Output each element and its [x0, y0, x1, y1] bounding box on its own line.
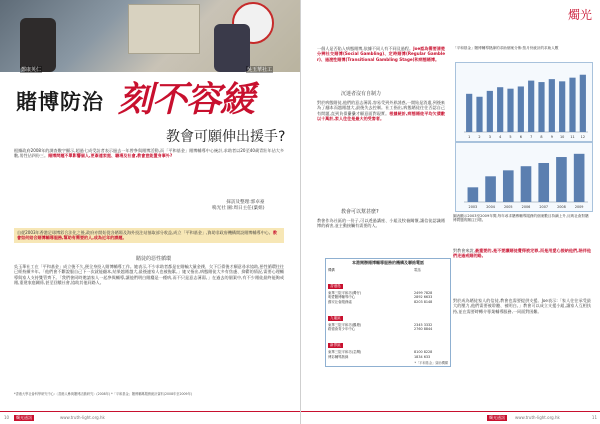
table-cell-phone: 2892 6633	[414, 295, 433, 300]
chart-a-bar	[538, 82, 544, 132]
col1-text: 一個人是否陷入病態賭博,依據不同人有不同及過程。	[317, 46, 414, 51]
callout-text: 自從2003年香港足球博彩合法化之後,政府亦開始從各賭場及海外投注站抽取部分收益,成立「平和基金」,資助非政府機構開設賭博輔導中心。	[17, 230, 273, 235]
body-text-right-5: 對於成為賭徒家人的信徒,教會也需要提供支援。Joe表示:「家人往往承受最大的壓力,他們需要被聆聽、被明白。」教會可以成立支援小組,讓家人互相扶持,並在需要時轉介專業輔導服務,一同面對困難。	[453, 298, 591, 314]
table-row	[326, 327, 450, 331]
chart-a-tick-label: 6	[519, 135, 522, 139]
headline-subtitle: 教會可願伸出援手?	[166, 129, 286, 145]
right-page	[300, 0, 600, 424]
chart-b-bar	[503, 170, 514, 202]
chart-b-bar	[485, 176, 496, 202]
headline-red: 刻不容緩	[118, 80, 255, 120]
chart-b-bar	[538, 163, 549, 202]
chart-a-bar	[487, 91, 493, 132]
table-cell-org: 東華三院平和坊(觀塘)	[328, 322, 362, 327]
wall-poster	[128, 4, 200, 54]
hotline-table	[325, 258, 451, 367]
table-group-label: 香港島	[330, 284, 341, 288]
byline-line2: 嗚光社 圖:周日主任(葉姐)	[212, 206, 265, 211]
chart-a-bar	[476, 97, 482, 132]
bar-chart-monthly	[455, 62, 593, 142]
chart-a-bar	[528, 81, 534, 132]
table-group-label: 九龍區	[330, 315, 341, 320]
col4-highlight: 最重要的,是不要讓賭徒覺得被定罪,而是用愛心接納他們,陪伴他們走過戒賭的路。	[453, 248, 591, 259]
table-cell-phone: 2499 7828	[414, 291, 433, 295]
chart-b-bar	[521, 166, 532, 202]
chart-b-tick-label: 2004	[486, 205, 495, 209]
page-number-right: 11	[591, 415, 597, 420]
page-number-left: 10	[4, 415, 10, 420]
chart-a-bar	[497, 87, 503, 132]
body-text-right-4	[453, 248, 591, 259]
col2-text: 對於病態賭徒,他們的意志薄弱,容易受到外界誘惑,一開始是消遣,到後來為了翻本而越賭越大,最後失去控制。社工指出,病態賭徒往往否認自己有問題,直到負債纍纍才願意面對現實。	[317, 100, 446, 116]
table-group-label: 新界區	[330, 343, 341, 348]
headline-black: 賭博防治	[16, 90, 104, 114]
table-cell-phone: 8203 8148	[414, 299, 433, 304]
chart-a-bar	[507, 89, 513, 132]
table-cell-phone: 1834 633	[414, 354, 431, 359]
footer-right	[301, 411, 600, 424]
chart-a-tick-label: 4	[499, 135, 502, 139]
chart-b-tick-label: 2009	[574, 205, 584, 209]
section-heading-right-1: 沉迷者沒有自制力	[341, 91, 382, 97]
chart-a-tick-label: 12	[580, 135, 585, 139]
chart-caption-a: 「平和基金」賭博輔導熱線的求助個案分佈:按月份統計的求助人數	[453, 46, 559, 50]
table-title: 本港開辦賭博輔導服務的機構及聯絡電話	[352, 260, 424, 265]
table-cell-org: 路德會青少年中心	[328, 327, 356, 332]
chart-b-tick-label: 2003	[468, 205, 478, 209]
body-text-right-2	[317, 100, 445, 122]
chart-a-tick-label: 2	[478, 135, 481, 139]
chart-a-tick-label: 7	[530, 135, 533, 139]
chart-a-tick-label: 11	[570, 135, 575, 139]
chart-a-bar	[559, 81, 565, 132]
section-heading: 賭徒的惡性循環	[136, 256, 172, 262]
chart-b-bar	[556, 157, 567, 202]
chart-a-tick-label: 9	[550, 135, 553, 139]
lead-text: 根據政府2008年的調查數字顯示,超過七成受訪者表示過去一年曾參與賭博活動,而「平和基金」賭博輔導中心統計,求助者以20至40歲青壯年佔大多數,男性佔四份三。	[14, 148, 284, 159]
table-col-org: 機構	[328, 268, 335, 272]
table-cell-phone: 2345 3332	[414, 322, 433, 327]
photo-caption-1: 鄭康英仁	[21, 67, 42, 73]
footer-left	[0, 411, 300, 424]
corner-logo: 燭光	[567, 8, 592, 22]
chart-a-bar	[518, 86, 524, 132]
table-row	[326, 355, 450, 359]
table-cell-org: 博彩輔導熱線	[328, 354, 349, 359]
chart-a-tick-label: 1	[468, 135, 471, 139]
chart-b-tick-label: 2006	[521, 205, 531, 209]
table-cell-phone: 2760 8844	[414, 327, 433, 332]
byline	[212, 200, 265, 212]
chart-a-tick-label: 10	[560, 135, 565, 139]
bar-chart-yearly	[455, 142, 593, 212]
person-photo-2	[214, 24, 250, 72]
chart-a-bar	[466, 94, 472, 132]
chart-a-bar	[569, 78, 575, 132]
body-text-left: 吳玉華社工在「平和基金」成立後不久,便全身投入賭博輔導工作。她表示,不少求助者都是在賭輸大量金錢、欠下巨債後才願意尋求協助,惡性循環往往已經持續多年。「他們會不斷說服自己下一次就能翻本,結果越賭越大,最後連家人也被拖累。」她又指出,病態賭徒大多有焦慮、抑鬱的情況,需要心理輔導與家人支持雙管齊下。「我們會同時邀請家人一起參與輔導,讓他們明白賭癮是一種病,而不只是意志薄弱。」在過去的個案中,有不少賭徒最終能夠戒賭,重建家庭關係,甚至回饋社會,協助其他同路人。	[14, 264, 284, 286]
col4-text: 對教會來說,	[453, 248, 475, 253]
person-photo-1	[20, 18, 56, 72]
table-cell-org: 明愛賭博輔導中心	[328, 295, 356, 300]
col2-highlight: 根據統計,病態賭徒平均欠債數以十萬計,家人往往是最大的受害者。	[317, 110, 445, 122]
chart-b-svg	[456, 143, 592, 211]
table-cell-phone: 8100 8228	[414, 350, 433, 355]
footer-url-right: www.truth-light.org.hk	[515, 415, 560, 420]
chart-caption-b: 圖表顯示2003至2009年間,每年尋求賭博輔導服務的個案數目持續上升,反映社會對賭博問題的關注日增。	[453, 214, 589, 223]
footer-brand-left: 燭光通訊	[16, 415, 32, 420]
chart-b-tick-label: 2007	[539, 205, 549, 209]
section-heading-right-2: 教會可以幫甚麼?	[341, 209, 379, 215]
lead-highlight: 賭博問題不單影響個人,更牽連家庭、職場及社會,教會豈能置身事外?	[48, 153, 173, 159]
chart-b-bar	[574, 154, 585, 202]
header-photo	[0, 0, 300, 72]
col1-highlight: Joe認為需要清楚分辨社交賭博(Social Gambling)、定時賭博(Regular Gambler)、過渡性賭博(Transitional Gambling Stage)和病態賭博。	[317, 46, 445, 62]
chart-a-tick-label: 5	[509, 135, 512, 139]
table-note: *「平和基金」資助機構	[414, 361, 448, 366]
table-row	[326, 300, 450, 304]
table-cell-org: 東華三院平和坊(荃灣)	[328, 350, 362, 355]
callout-box	[14, 228, 284, 243]
chart-a-bar	[580, 75, 586, 132]
chart-a-tick-label: 3	[488, 135, 491, 139]
body-text-right-1	[317, 46, 445, 62]
byline-line1: 採訪及整理:郭卓豪	[226, 200, 265, 205]
lead-paragraph	[14, 148, 284, 159]
table-cell-org: 錫安社會服務處	[328, 299, 352, 304]
table-col-phone: 電話	[414, 268, 421, 272]
table-body	[326, 272, 450, 359]
chart-b-bar	[468, 187, 479, 202]
chart-b-tick-label: 2005	[503, 205, 513, 209]
footnotes: *香港大學社會科學研究中心:〈香港人參與賭博活動研究〉(2008年) *「平和基金」賭博輔導服務統計資料(2008年至2009年)	[14, 392, 193, 396]
chart-a-tick-label: 8	[540, 135, 543, 139]
footer-url-left: www.truth-light.org.hk	[60, 415, 105, 420]
footer-brand-right: 燭光通訊	[489, 415, 505, 420]
table-cell-org: 東華三院平和坊(灣仔)	[328, 291, 362, 295]
body-text-right-3: 教會作為社區的一份子,可以透過講座、小組及牧養關懷,讓信徒認識賭博的禍害,並主動接觸有需要的人。	[317, 218, 445, 229]
callout-highlight: 教會如何結合賭博輔導服務,幫助有需要的人,成為近年的課題。	[17, 230, 277, 241]
chart-a-bar	[549, 79, 555, 132]
chart-b-tick-label: 2008	[557, 205, 566, 209]
chart-a-svg	[456, 63, 592, 141]
photo-caption-2: 吳玉華社工	[247, 67, 273, 73]
